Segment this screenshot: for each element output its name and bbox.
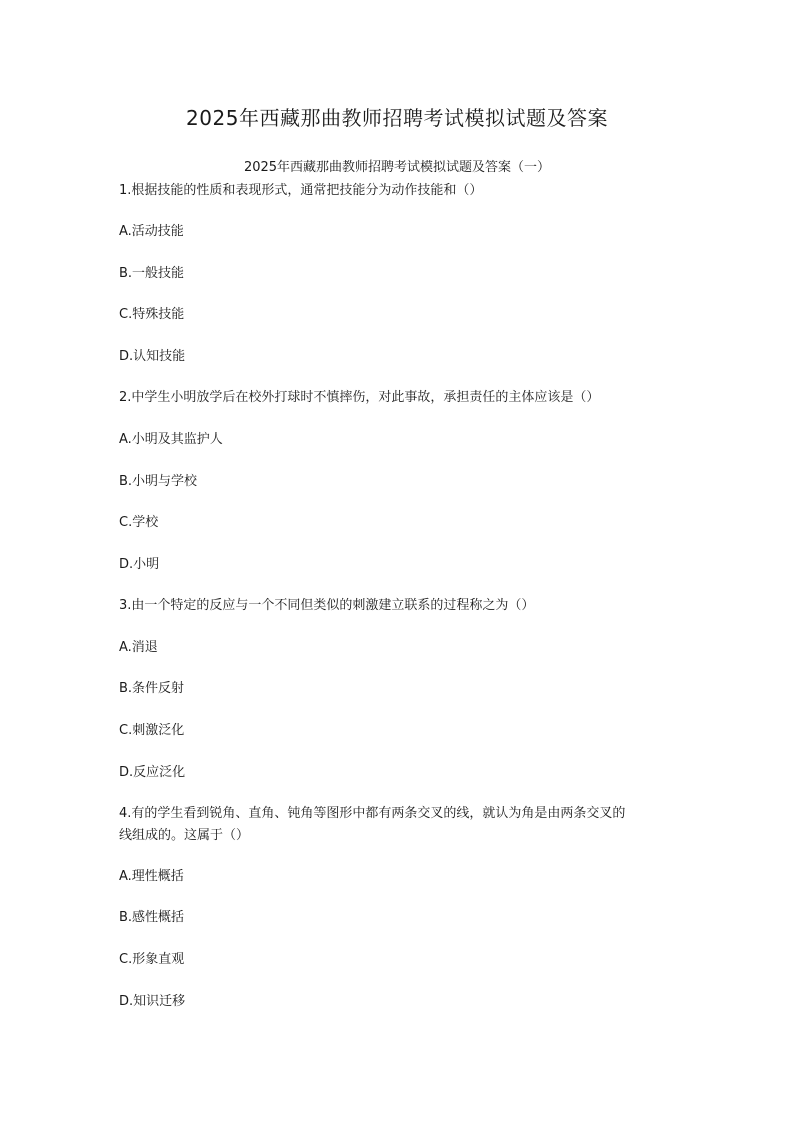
document-title: 2025年西藏那曲教师招聘考试模拟试题及答案	[186, 106, 608, 130]
question-4-option-d: D.知识迁移	[119, 994, 186, 1009]
question-2-stem: 2.中学生小明放学后在校外打球时不慎摔伤，对此事故，承担责任的主体应该是（）	[119, 390, 600, 405]
question-2-option-b: B.小明与学校	[119, 474, 198, 489]
question-4-option-b: B.感性概括	[119, 910, 185, 925]
question-4-option-c: C.形象直观	[119, 952, 185, 967]
question-3-option-a: A.消退	[119, 640, 158, 655]
section-title: 2025年西藏那曲教师招聘考试模拟试题及答案（一）	[243, 160, 551, 175]
question-1-option-c: C.特殊技能	[119, 307, 185, 322]
question-4-option-a: A.理性概括	[119, 869, 184, 884]
question-3-option-c: C.刺激泛化	[119, 723, 185, 738]
question-2-option-c: C.学校	[119, 515, 159, 530]
question-3-option-d: D.反应泛化	[119, 765, 186, 780]
question-1-stem: 1.根据技能的性质和表现形式，通常把技能分为动作技能和（）	[119, 183, 483, 198]
question-4-stem-line-1: 4.有的学生看到锐角、直角、钝角等图形中都有两条交叉的线，就认为角是由两条交叉的	[119, 806, 626, 821]
question-3-option-b: B.条件反射	[119, 681, 185, 696]
question-1-option-b: B.一般技能	[119, 266, 185, 281]
question-2-option-a: A.小明及其监护人	[119, 432, 223, 447]
question-1-option-d: D.认知技能	[119, 349, 186, 364]
question-4-stem-line-2: 线组成的。这属于（）	[119, 828, 250, 843]
question-2-option-d: D.小明	[119, 557, 160, 572]
question-3-stem: 3.由一个特定的反应与一个不同但类似的刺激建立联系的过程称之为（）	[119, 598, 535, 613]
question-1-option-a: A.活动技能	[119, 224, 184, 239]
